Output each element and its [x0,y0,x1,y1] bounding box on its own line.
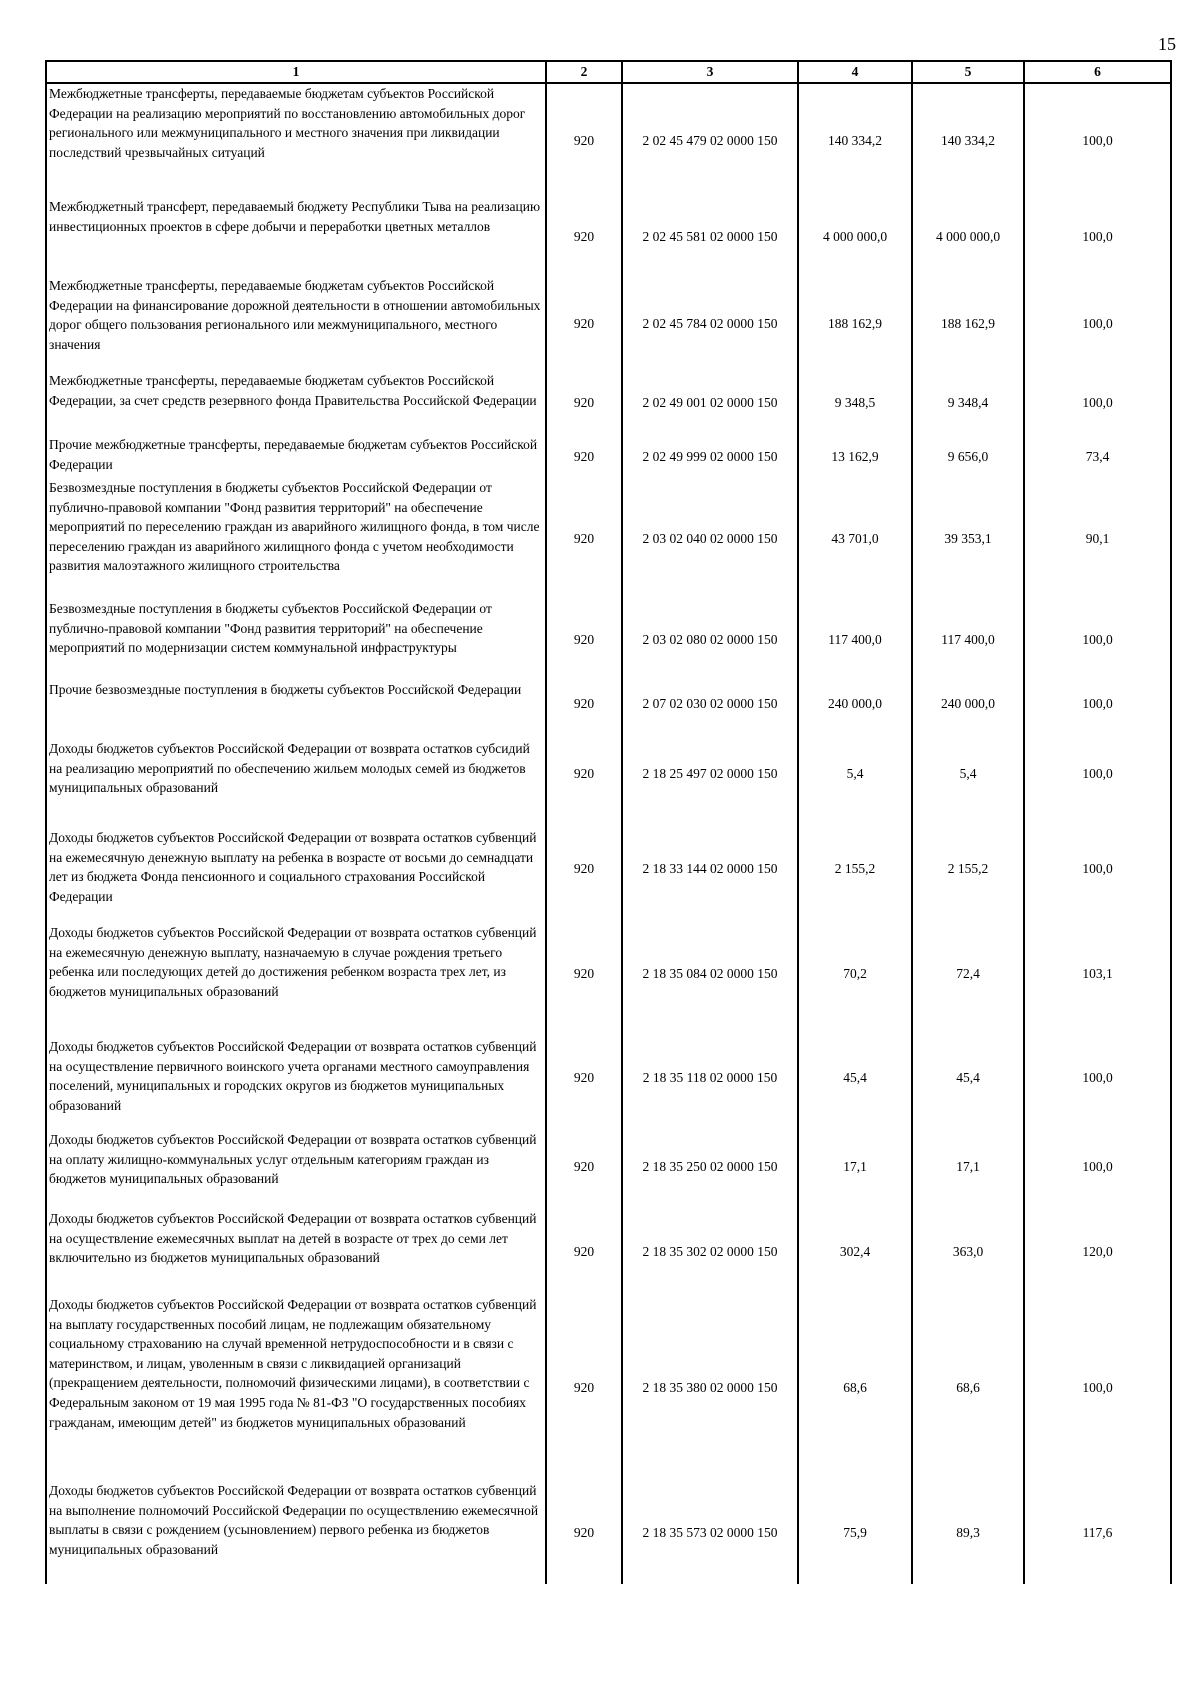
row-plan-value: 302,4 [798,1209,912,1295]
row-name: Доходы бюджетов субъектов Российской Федерации от возврата остатков субвенций на оплату жилищно-коммунальных услуг отдельным категориям граждан из бюджетов муниципальных образований [46,1125,546,1209]
row-plan-value: 188 162,9 [798,276,912,371]
row-fact-value: 45,4 [912,1031,1024,1125]
table-row [46,820,1171,917]
row-percent: 100,0 [1024,1295,1171,1481]
row-fact-value: 17,1 [912,1125,1024,1209]
row-name: Доходы бюджетов субъектов Российской Федерации от возврата остатков субсидий на реализацию мероприятий по обеспечению жильем молодых семей из бюджетов муниципальных образований [46,727,546,820]
row-admin-code: 920 [546,1125,622,1209]
table-row [46,197,1171,276]
table-row [46,1295,1171,1481]
row-admin-code: 920 [546,1295,622,1481]
row-admin-code: 920 [546,1031,622,1125]
row-plan-value: 2 155,2 [798,820,912,917]
row-plan-value: 75,9 [798,1481,912,1584]
row-budget-code: 2 02 45 581 02 0000 150 [622,197,798,276]
table-row [46,680,1171,727]
row-admin-code: 920 [546,197,622,276]
row-admin-code: 920 [546,680,622,727]
row-fact-value: 72,4 [912,917,1024,1031]
row-admin-code: 920 [546,727,622,820]
row-fact-value: 2 155,2 [912,820,1024,917]
row-name: Безвозмездные поступления в бюджеты субъектов Российской Федерации от публично-правовой компании "Фонд развития территорий" на обеспечение мероприятий по переселению граждан из аварийного жилищного фонда, в том числе переселению граждан из аварийного жилищного фонда с учетом необходимости развития малоэтажного жилищного строительства [46,478,546,599]
row-name: Прочие межбюджетные трансферты, передаваемые бюджетам субъектов Российской Федерации [46,435,546,478]
row-plan-value: 4 000 000,0 [798,197,912,276]
row-percent: 100,0 [1024,599,1171,680]
row-name: Доходы бюджетов субъектов Российской Федерации от возврата остатков субвенций на осуществление ежемесячных выплат на детей в возрасте от трех до семи лет включительно из бюджетов муниципальных образований [46,1209,546,1295]
column-header-1: 1 [46,61,546,83]
row-plan-value: 9 348,5 [798,371,912,435]
row-name: Доходы бюджетов субъектов Российской Федерации от возврата остатков субвенций на осуществление первичного воинского учета органами местного самоуправления поселений, муниципальных и городских округов из бюджетов муниципальных образований [46,1031,546,1125]
row-percent: 100,0 [1024,276,1171,371]
table-row [46,83,1171,197]
table-row [46,371,1171,435]
row-fact-value: 9 348,4 [912,371,1024,435]
row-budget-code: 2 18 35 573 02 0000 150 [622,1481,798,1584]
row-plan-value: 68,6 [798,1295,912,1481]
row-name: Межбюджетные трансферты, передаваемые бюджетам субъектов Российской Федерации на финансирование дорожной деятельности в отношении автомобильных дорог общего пользования регионального или межмуниципального, местного значения [46,276,546,371]
row-name: Межбюджетный трансферт, передаваемый бюджету Республики Тыва на реализацию инвестиционных проектов в сфере добычи и переработки цветных металлов [46,197,546,276]
row-fact-value: 5,4 [912,727,1024,820]
row-admin-code: 920 [546,83,622,197]
row-fact-value: 89,3 [912,1481,1024,1584]
row-plan-value: 5,4 [798,727,912,820]
row-budget-code: 2 02 49 001 02 0000 150 [622,371,798,435]
row-budget-code: 2 03 02 080 02 0000 150 [622,599,798,680]
row-name: Доходы бюджетов субъектов Российской Федерации от возврата остатков субвенций на выплату государственных пособий лицам, не подлежащим обязательному социальному страхованию на случай временной нетрудоспособности и в связи с материнством, и лицам, уволенным в связи с ликвидацией организаций (прекращением деятельности, полномочий физическими лицами), в соответствии с Федеральным законом от 19 мая 1995 года № 81-ФЗ "О государственных пособиях гражданам, имеющим детей" из бюджетов муниципальных образований [46,1295,546,1481]
table-row [46,727,1171,820]
row-budget-code: 2 18 35 302 02 0000 150 [622,1209,798,1295]
row-admin-code: 920 [546,276,622,371]
row-fact-value: 4 000 000,0 [912,197,1024,276]
column-header-6: 6 [1024,61,1171,83]
row-name: Безвозмездные поступления в бюджеты субъектов Российской Федерации от публично-правовой компании "Фонд развития территорий" на обеспечение мероприятий по модернизации систем коммунальной инфраструктуры [46,599,546,680]
column-header-4: 4 [798,61,912,83]
row-budget-code: 2 18 25 497 02 0000 150 [622,727,798,820]
row-admin-code: 920 [546,478,622,599]
row-admin-code: 920 [546,1481,622,1584]
row-name: Межбюджетные трансферты, передаваемые бюджетам субъектов Российской Федерации, за счет средств резервного фонда Правительства Российской Федерации [46,371,546,435]
row-plan-value: 13 162,9 [798,435,912,478]
row-fact-value: 188 162,9 [912,276,1024,371]
row-admin-code: 920 [546,917,622,1031]
table-row [46,1031,1171,1125]
row-name: Доходы бюджетов субъектов Российской Федерации от возврата остатков субвенций на ежемесячную денежную выплату на ребенка в возрасте от восьми до семнадцати лет из бюджета Фонда пенсионного и социального страхования Российской Федерации [46,820,546,917]
row-admin-code: 920 [546,599,622,680]
budget-revenue-table [45,60,1172,1584]
row-percent: 100,0 [1024,820,1171,917]
table-row [46,1481,1171,1584]
row-percent: 100,0 [1024,371,1171,435]
column-header-2: 2 [546,61,622,83]
row-percent: 100,0 [1024,1125,1171,1209]
row-fact-value: 363,0 [912,1209,1024,1295]
table-row [46,478,1171,599]
row-plan-value: 17,1 [798,1125,912,1209]
row-percent: 120,0 [1024,1209,1171,1295]
table-row [46,1209,1171,1295]
table-header-row [46,61,1171,83]
row-budget-code: 2 07 02 030 02 0000 150 [622,680,798,727]
row-percent: 90,1 [1024,478,1171,599]
page-number: 15 [1158,34,1176,54]
table-row [46,917,1171,1031]
row-budget-code: 2 18 35 380 02 0000 150 [622,1295,798,1481]
table-row [46,435,1171,478]
row-budget-code: 2 18 33 144 02 0000 150 [622,820,798,917]
row-percent: 100,0 [1024,727,1171,820]
row-fact-value: 39 353,1 [912,478,1024,599]
row-name: Межбюджетные трансферты, передаваемые бюджетам субъектов Российской Федерации на реализацию мероприятий по восстановлению автомобильных дорог регионального или межмуниципального и местного значения при ликвидации последствий чрезвычайных ситуаций [46,83,546,197]
column-header-3: 3 [622,61,798,83]
row-admin-code: 920 [546,820,622,917]
row-budget-code: 2 18 35 250 02 0000 150 [622,1125,798,1209]
row-percent: 100,0 [1024,680,1171,727]
row-plan-value: 43 701,0 [798,478,912,599]
row-plan-value: 117 400,0 [798,599,912,680]
row-percent: 100,0 [1024,1031,1171,1125]
table-row [46,276,1171,371]
row-percent: 103,1 [1024,917,1171,1031]
row-budget-code: 2 02 45 784 02 0000 150 [622,276,798,371]
row-percent: 100,0 [1024,197,1171,276]
row-budget-code: 2 02 49 999 02 0000 150 [622,435,798,478]
row-percent: 117,6 [1024,1481,1171,1584]
row-percent: 100,0 [1024,83,1171,197]
row-admin-code: 920 [546,435,622,478]
row-fact-value: 140 334,2 [912,83,1024,197]
row-budget-code: 2 02 45 479 02 0000 150 [622,83,798,197]
row-budget-code: 2 18 35 084 02 0000 150 [622,917,798,1031]
row-percent: 73,4 [1024,435,1171,478]
table-row [46,599,1171,680]
row-plan-value: 240 000,0 [798,680,912,727]
row-fact-value: 117 400,0 [912,599,1024,680]
row-name: Доходы бюджетов субъектов Российской Федерации от возврата остатков субвенций на выполнение полномочий Российской Федерации по осуществлению ежемесячной выплаты в связи с рождением (усыновлением) первого ребенка из бюджетов муниципальных образований [46,1481,546,1584]
row-plan-value: 140 334,2 [798,83,912,197]
column-header-5: 5 [912,61,1024,83]
row-fact-value: 240 000,0 [912,680,1024,727]
row-fact-value: 9 656,0 [912,435,1024,478]
row-plan-value: 45,4 [798,1031,912,1125]
row-admin-code: 920 [546,1209,622,1295]
table-row [46,1125,1171,1209]
row-admin-code: 920 [546,371,622,435]
row-budget-code: 2 18 35 118 02 0000 150 [622,1031,798,1125]
row-name: Доходы бюджетов субъектов Российской Федерации от возврата остатков субвенций на ежемесячную денежную выплату, назначаемую в случае рождения третьего ребенка или последующих детей до достижения ребенком возраста трех лет, из бюджетов муниципальных образований [46,917,546,1031]
row-budget-code: 2 03 02 040 02 0000 150 [622,478,798,599]
row-fact-value: 68,6 [912,1295,1024,1481]
row-plan-value: 70,2 [798,917,912,1031]
row-name: Прочие безвозмездные поступления в бюджеты субъектов Российской Федерации [46,680,546,727]
